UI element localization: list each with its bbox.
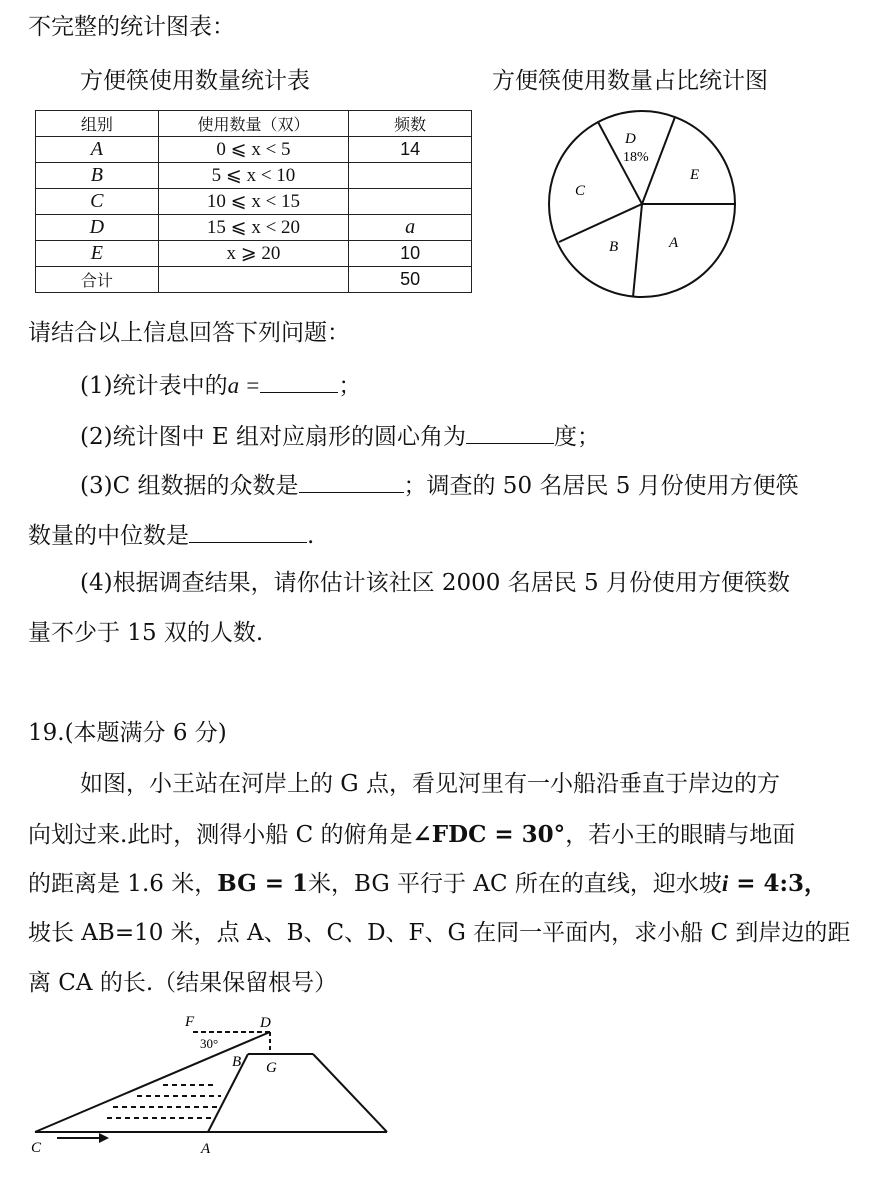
label-a: A (201, 1141, 211, 1157)
table-row (36, 267, 472, 293)
pie-divider-ab (633, 204, 642, 297)
question-2 (80, 421, 600, 452)
right-slope (313, 1054, 387, 1132)
label-c: C (31, 1140, 42, 1156)
question-3 (80, 470, 799, 501)
cell-group: B (36, 163, 159, 189)
cell-freq: 50 (349, 267, 472, 293)
cell-group: D (36, 215, 159, 241)
arrow-head-icon (99, 1133, 109, 1143)
cell-range: 10 ⩽ x < 15 (158, 189, 349, 215)
problem-19-header: 19.(本题满分 6 分) (28, 720, 227, 746)
q1-text: (1)统计表中的 (80, 373, 228, 399)
cell-range: x ⩾ 20 (158, 241, 349, 267)
q3-end: . (307, 523, 315, 549)
table-row (36, 215, 472, 241)
pie-label-e: E (690, 167, 700, 183)
table-title: 方便筷使用数量统计表 (80, 68, 310, 94)
cell-freq (349, 189, 472, 215)
pie-divider-bc (559, 204, 642, 242)
cell-group: C (36, 189, 159, 215)
cell-range: 5 ⩽ x < 10 (158, 163, 349, 189)
q1-end: ； (338, 373, 362, 399)
p19-line3-text: 的距离是 1.6 米， (28, 871, 218, 897)
table-row (36, 189, 472, 215)
cell-range (158, 267, 349, 293)
table-row (36, 163, 472, 189)
question-4-line1: (4)根据调查结果，请你估计该社区 2000 名居民 5 月份使用方便筷数 (80, 570, 790, 596)
pie-chart (545, 107, 745, 302)
p19-angle-math: ∠FDC = 30° (412, 821, 566, 848)
problem-19-line4: 坡长 AB=10 米，点 A、B、C、D、F、G 在同一平面内，求小船 C 到岸边的距 (28, 920, 851, 946)
prompt-text: 请结合以上信息回答下列问题： (28, 320, 350, 346)
pie-label-a: A (669, 235, 679, 251)
pie-label-b: B (609, 239, 619, 255)
cell-range: 15 ⩽ x < 20 (158, 215, 349, 241)
label-angle: 30° (200, 1036, 219, 1051)
q3-line2: 数量的中位数是 (28, 523, 189, 549)
p19-line2-text-b: ，若小王的眼睛与地面 (565, 822, 796, 848)
q3-blank-median (189, 520, 307, 543)
label-b: B (232, 1054, 242, 1070)
q1-math: a = (227, 373, 261, 398)
p19-slope-symbol: i (721, 871, 729, 896)
q2-blank (466, 421, 554, 444)
problem-19-line5: 离 CA 的长.（结果保留根号） (28, 970, 338, 996)
cell-range: 0 ⩽ x < 5 (158, 137, 349, 163)
p19-line2-text: 向划过来.此时，测得小船 C 的俯角是 (28, 822, 413, 848)
cell-freq: 10 (349, 241, 472, 267)
q3-mid: ；调查的 50 名居民 5 月份使用方便筷 (403, 473, 799, 499)
slope-ab (208, 1054, 248, 1132)
q3-blank-mode (299, 470, 404, 493)
geometry-diagram (25, 1010, 395, 1160)
question-1 (80, 370, 361, 401)
stats-table (35, 110, 472, 293)
cell-group: A (36, 137, 159, 163)
cell-group: E (36, 241, 159, 267)
question-4-line2: 量不少于 15 双的人数. (28, 620, 264, 646)
q2-text: (2)统计图中 E 组对应扇形的圆心角为 (80, 424, 466, 450)
p19-slope-ratio: = 4:3， (728, 870, 828, 897)
pie-title: 方便筷使用数量占比统计图 (492, 68, 768, 94)
pie-label-c: C (575, 183, 586, 199)
water-lines (107, 1085, 221, 1118)
header-range: 使用数量（双） (158, 111, 349, 137)
pie-label-d: D (625, 131, 636, 147)
q3-text: (3)C 组数据的众数是 (80, 473, 299, 499)
table-row (36, 137, 472, 163)
cell-freq (349, 163, 472, 189)
problem-19-line1: 如图，小王站在河岸上的 G 点，看见河里有一小船沿垂直于岸边的方 (80, 771, 780, 797)
label-f: F (185, 1014, 195, 1030)
label-d: D (260, 1015, 271, 1031)
q2-end: 度； (554, 424, 600, 450)
problem-19-line2 (28, 821, 795, 850)
q1-blank (260, 370, 338, 393)
cell-freq: 14 (349, 137, 472, 163)
cell-group: 合计 (36, 267, 159, 293)
problem-19-line3 (28, 870, 827, 899)
cell-freq: a (349, 215, 472, 241)
header-group: 组别 (36, 111, 159, 137)
label-g: G (266, 1060, 277, 1076)
question-3-cont (28, 520, 314, 551)
table-row (36, 241, 472, 267)
pie-percent-d: 18% (623, 150, 649, 165)
p19-bg-math: BG = 1 (217, 870, 309, 897)
table-header-row (36, 111, 472, 137)
p19-line3-text-b: 米，BG 平行于 AC 所在的直线，迎水坡 (308, 871, 722, 897)
intro-text: 不完整的统计图表： (28, 14, 235, 40)
header-freq: 频数 (349, 111, 472, 137)
